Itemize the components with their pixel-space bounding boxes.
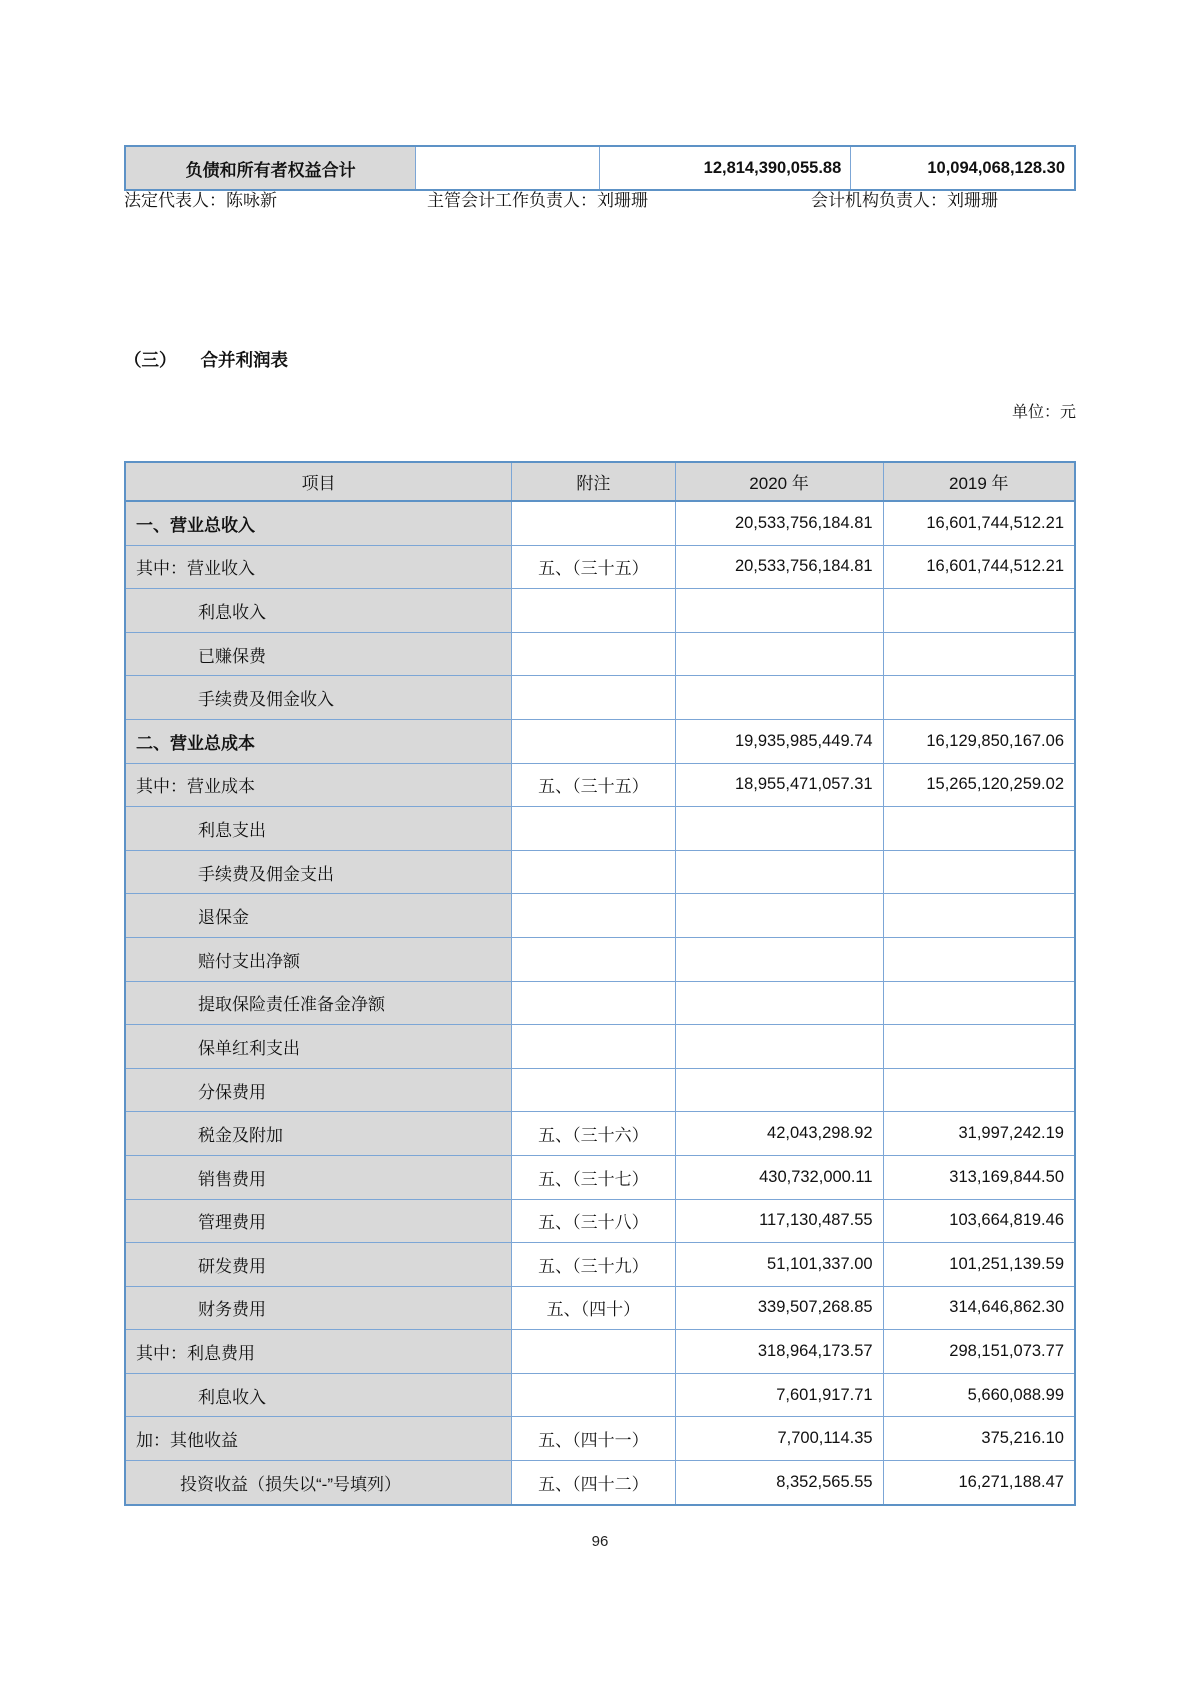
value-2020-cell <box>675 937 883 981</box>
header-row <box>125 462 1075 501</box>
item-cell: 已赚保费 <box>125 632 512 676</box>
item-cell: 分保费用 <box>125 1068 512 1112</box>
value-2020-cell: 430,732,000.11 <box>675 1155 883 1199</box>
note-cell <box>512 850 675 894</box>
value-2020-cell <box>675 894 883 938</box>
table-row <box>125 719 1075 763</box>
note-cell <box>512 632 675 676</box>
value-2019-cell: 16,601,744,512.21 <box>883 545 1075 589</box>
item-cell: 研发费用 <box>125 1243 512 1287</box>
value-2019-cell <box>883 850 1075 894</box>
value-2019-cell <box>883 589 1075 633</box>
value-2019-cell <box>883 1025 1075 1069</box>
table-row <box>125 545 1075 589</box>
table-row <box>125 589 1075 633</box>
value-2019-cell <box>883 894 1075 938</box>
unit-label: 单位：元 <box>1011 404 1076 421</box>
value-2020-cell: 318,964,173.57 <box>675 1330 883 1374</box>
column-header-2020: 2020 年 <box>675 462 883 501</box>
balance-total-label: 负债和所有者权益合计 <box>125 146 416 190</box>
note-cell <box>512 501 675 545</box>
value-2019-cell <box>883 632 1075 676</box>
table-row <box>125 501 1075 545</box>
value-2020-cell <box>675 1068 883 1112</box>
item-cell: 手续费及佣金支出 <box>125 850 512 894</box>
note-cell <box>512 1068 675 1112</box>
value-2020-cell <box>675 676 883 720</box>
item-cell: 税金及附加 <box>125 1112 512 1156</box>
table-row <box>125 763 1075 807</box>
balance-total-note <box>416 146 600 190</box>
value-2020-cell: 339,507,268.85 <box>675 1286 883 1330</box>
table-row <box>125 632 1075 676</box>
value-2019-cell <box>883 981 1075 1025</box>
item-cell: 一、营业总收入 <box>125 501 512 545</box>
value-2019-cell: 103,664,819.46 <box>883 1199 1075 1243</box>
section-title: 合并利润表 <box>200 350 288 370</box>
table-row <box>125 1243 1075 1287</box>
item-cell: 投资收益（损失以“-”号填列） <box>125 1461 512 1505</box>
page-number: 96 <box>591 1533 609 1550</box>
item-cell: 管理费用 <box>125 1199 512 1243</box>
value-2019-cell <box>883 807 1075 851</box>
legal-representative: 法定代表人：陈咏新 <box>124 191 277 210</box>
balance-total-2019: 10,094,068,128.30 <box>851 146 1075 190</box>
value-2019-cell: 31,997,242.19 <box>883 1112 1075 1156</box>
table-row <box>125 1025 1075 1069</box>
table-row <box>125 937 1075 981</box>
note-cell <box>512 894 675 938</box>
section-index: （三） <box>124 350 177 370</box>
column-header-2019: 2019 年 <box>883 462 1075 501</box>
value-2019-cell: 16,129,850,167.06 <box>883 719 1075 763</box>
item-cell: 手续费及佣金收入 <box>125 676 512 720</box>
note-cell: 五、（三十七） <box>512 1155 675 1199</box>
column-header-note: 附注 <box>512 462 675 501</box>
value-2019-cell: 314,646,862.30 <box>883 1286 1075 1330</box>
balance-sheet-total-table <box>124 145 1076 191</box>
value-2020-cell <box>675 807 883 851</box>
value-2020-cell: 117,130,487.55 <box>675 1199 883 1243</box>
item-cell: 利息支出 <box>125 807 512 851</box>
table-row <box>125 1112 1075 1156</box>
table-row <box>125 676 1075 720</box>
value-2020-cell: 19,935,985,449.74 <box>675 719 883 763</box>
note-cell <box>512 719 675 763</box>
item-cell: 销售费用 <box>125 1155 512 1199</box>
note-cell: 五、（三十五） <box>512 763 675 807</box>
note-cell <box>512 981 675 1025</box>
note-cell: 五、（三十九） <box>512 1243 675 1287</box>
value-2019-cell: 313,169,844.50 <box>883 1155 1075 1199</box>
value-2019-cell: 5,660,088.99 <box>883 1373 1075 1417</box>
table-row <box>125 146 1075 190</box>
table-row <box>125 981 1075 1025</box>
table-row <box>125 850 1075 894</box>
value-2020-cell: 7,601,917.71 <box>675 1373 883 1417</box>
value-2020-cell <box>675 981 883 1025</box>
income-statement-table <box>124 461 1076 1506</box>
note-cell: 五、（四十） <box>512 1286 675 1330</box>
value-2020-cell <box>675 589 883 633</box>
table-row <box>125 1373 1075 1417</box>
item-cell: 财务费用 <box>125 1286 512 1330</box>
item-cell: 利息收入 <box>125 1373 512 1417</box>
chief-accounting-officer: 主管会计工作负责人：刘珊珊 <box>427 191 648 210</box>
value-2019-cell: 101,251,139.59 <box>883 1243 1075 1287</box>
value-2020-cell <box>675 850 883 894</box>
note-cell: 五、（四十一） <box>512 1417 675 1461</box>
section-heading <box>124 348 1076 372</box>
value-2019-cell: 16,271,188.47 <box>883 1461 1075 1505</box>
item-cell: 其中：利息费用 <box>125 1330 512 1374</box>
value-2019-cell: 375,216.10 <box>883 1417 1075 1461</box>
note-cell <box>512 1373 675 1417</box>
item-cell: 保单红利支出 <box>125 1025 512 1069</box>
note-cell: 五、（三十八） <box>512 1199 675 1243</box>
item-cell: 其中：营业收入 <box>125 545 512 589</box>
note-cell <box>512 1025 675 1069</box>
item-cell: 提取保险责任准备金净额 <box>125 981 512 1025</box>
value-2020-cell: 20,533,756,184.81 <box>675 501 883 545</box>
balance-total-2020: 12,814,390,055.88 <box>600 146 851 190</box>
item-cell: 二、营业总成本 <box>125 719 512 763</box>
value-2019-cell <box>883 937 1075 981</box>
value-2019-cell: 16,601,744,512.21 <box>883 501 1075 545</box>
note-cell <box>512 807 675 851</box>
value-2019-cell <box>883 1068 1075 1112</box>
item-cell: 利息收入 <box>125 589 512 633</box>
column-header-item: 项目 <box>125 462 512 501</box>
table-row <box>125 1330 1075 1374</box>
value-2019-cell <box>883 676 1075 720</box>
value-2020-cell: 18,955,471,057.31 <box>675 763 883 807</box>
item-cell: 退保金 <box>125 894 512 938</box>
note-cell <box>512 937 675 981</box>
value-2019-cell: 15,265,120,259.02 <box>883 763 1075 807</box>
item-cell: 加：其他收益 <box>125 1417 512 1461</box>
value-2020-cell: 20,533,756,184.81 <box>675 545 883 589</box>
value-2020-cell <box>675 1025 883 1069</box>
table-row <box>125 1417 1075 1461</box>
value-2019-cell: 298,151,073.77 <box>883 1330 1075 1374</box>
signature-line <box>124 188 1076 214</box>
value-2020-cell <box>675 632 883 676</box>
value-2020-cell: 42,043,298.92 <box>675 1112 883 1156</box>
note-cell: 五、（三十六） <box>512 1112 675 1156</box>
value-2020-cell: 8,352,565.55 <box>675 1461 883 1505</box>
value-2020-cell: 7,700,114.35 <box>675 1417 883 1461</box>
note-cell: 五、（三十五） <box>512 545 675 589</box>
table-row <box>125 1199 1075 1243</box>
table-row <box>125 1155 1075 1199</box>
accounting-department-head: 会计机构负责人：刘珊珊 <box>811 191 998 210</box>
item-cell: 赔付支出净额 <box>125 937 512 981</box>
note-cell <box>512 1330 675 1374</box>
note-cell: 五、（四十二） <box>512 1461 675 1505</box>
note-cell <box>512 676 675 720</box>
table-row <box>125 807 1075 851</box>
table-row <box>125 894 1075 938</box>
value-2020-cell: 51,101,337.00 <box>675 1243 883 1287</box>
table-row <box>125 1461 1075 1505</box>
table-row <box>125 1068 1075 1112</box>
item-cell: 其中：营业成本 <box>125 763 512 807</box>
note-cell <box>512 589 675 633</box>
table-row <box>125 1286 1075 1330</box>
